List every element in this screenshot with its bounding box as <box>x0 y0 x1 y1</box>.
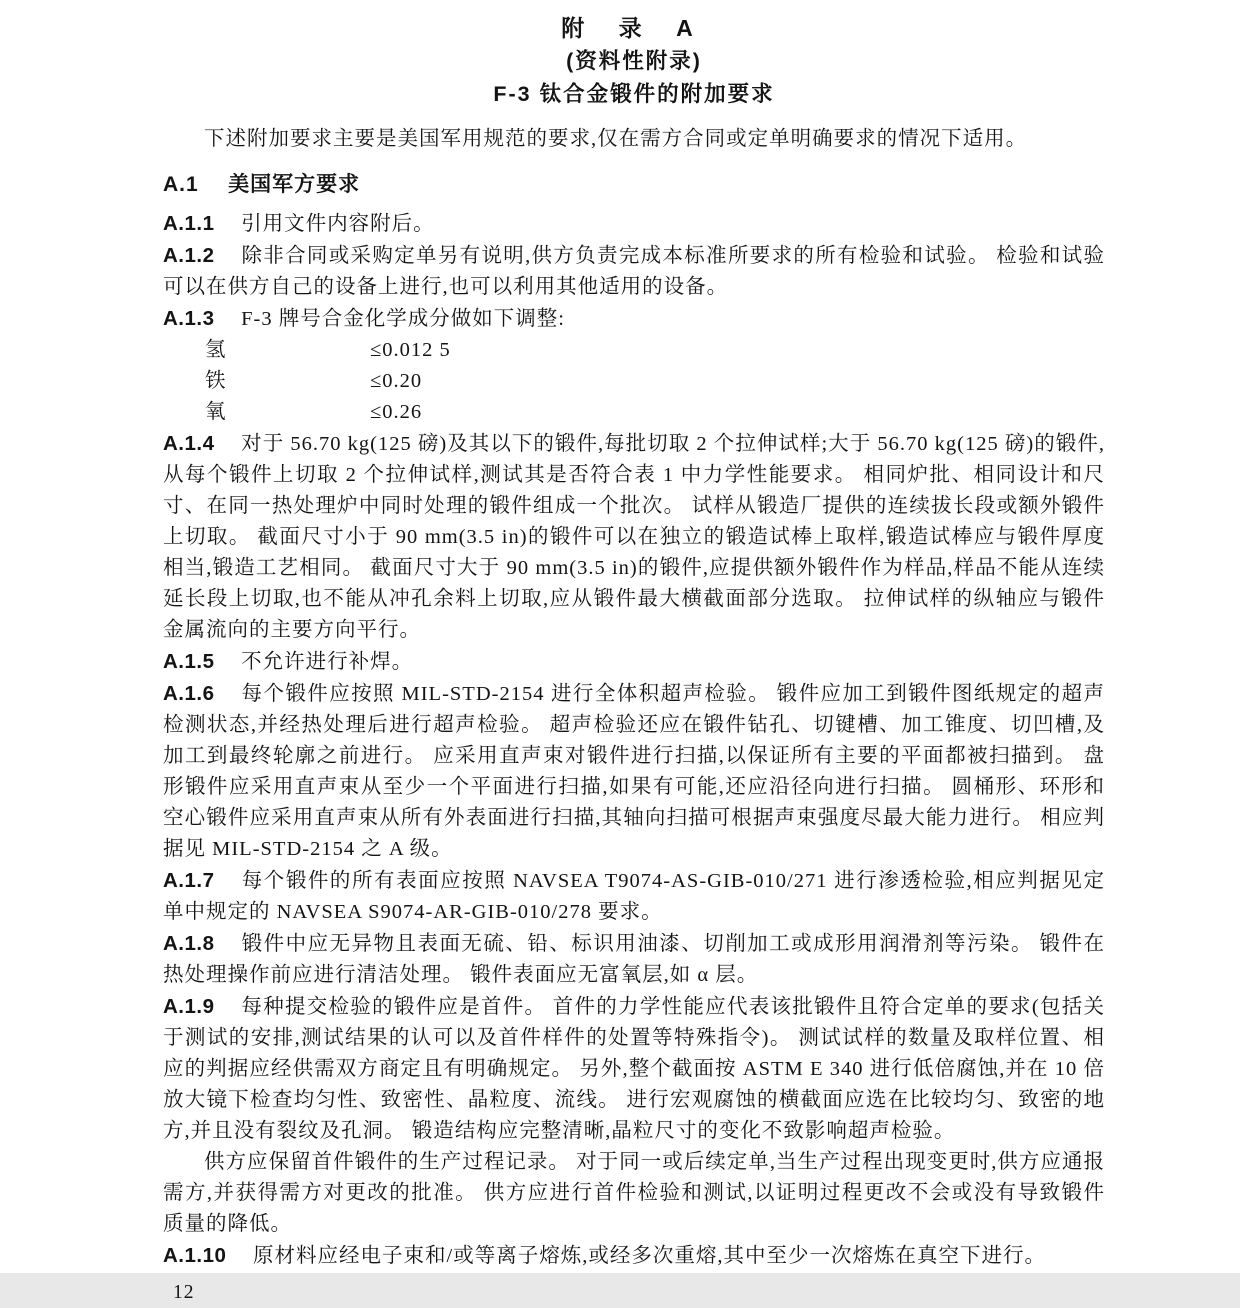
clause-a1-7 <box>163 865 1105 928</box>
page-number: 12 <box>173 1282 195 1303</box>
clause-a1-5 <box>163 646 1105 678</box>
clause-a1-6 <box>163 678 1105 865</box>
element-limit: ≤0.012 5 <box>370 339 451 361</box>
appendix-subtitle: (资料性附录) <box>566 49 702 73</box>
clause-a1-1 <box>163 208 1105 240</box>
clause-label: A.1.8 <box>163 932 215 955</box>
section-heading-a1 <box>163 169 1105 200</box>
element-name: 铁 <box>205 370 227 392</box>
clause-text: 锻件中应无异物且表面无硫、铅、标识用油漆、切削加工或成形用润滑剂等污染。 锻件在热处理操作前应进行清洁处理。 锻件表面应无富氧层,如 α 层。 <box>163 933 1105 986</box>
element-name: 氢 <box>205 339 227 361</box>
clause-a1-3 <box>163 303 1105 335</box>
composition-row-iron <box>163 366 1105 397</box>
clause-label: A.1.1 <box>163 212 215 235</box>
clause-label: A.1.5 <box>163 650 215 673</box>
appendix-header <box>163 12 1105 111</box>
clause-label: A.1.2 <box>163 244 215 267</box>
clause-a1-4 <box>163 428 1105 646</box>
clause-text: 原材料应经电子束和/或等离子熔炼,或经多次重熔,其中至少一次熔炼在真空下进行。 <box>253 1245 1046 1267</box>
composition-row-hydrogen <box>163 335 1105 366</box>
composition-limits-list <box>163 335 1105 428</box>
clause-label: A.1.6 <box>163 682 215 705</box>
clause-label: A.1.4 <box>163 432 215 455</box>
clause-text: 每个锻件应按照 MIL-STD-2154 进行全体积超声检验。 锻件应加工到锻件图纸规定的超声检测状态,并经热处理后进行超声检验。 超声检验还应在锻件钻孔、切键槽、加工锥度、切凹槽,及加工到最终轮廓之前进行。 应采用直声束对锻件进行扫描,以保证所有主要的平面都被扫描到。 盘形锻件应采用直声束从至少一个平面进行扫描,如果有可能,还应沿径向进行扫描。 圆桶形、环形和空心锻件应采用直声束从所有外表面进行扫描,其轴向扫描可根据声束强度尽最大能力进行。 相应判据见 MIL-STD-2154 之 A 级。 <box>163 683 1105 860</box>
clause-text: 每种提交检验的锻件应是首件。 首件的力学性能应代表该批锻件且符合定单的要求(包括关于测试的安排,测试结果的认可以及首件样件的处置等特殊指令)。 测试试样的数量及取样位置、相应的判据应经供需双方商定且有明确规定。 另外,整个截面按 ASTM E 340 进行低倍腐蚀,并在 10 倍放大镜下检查均匀性、致密性、晶粒度、流线。 进行宏观腐蚀的横截面应选在比较均匀、致密的地方,并且没有裂纹及孔洞。 锻造结构应完整清晰,晶粒尺寸的变化不致影响超声检验。 <box>163 996 1105 1142</box>
clause-text: F-3 牌号合金化学成分做如下调整: <box>241 308 565 330</box>
clause-text: 除非合同或采购定单另有说明,供方负责完成本标准所要求的所有检验和试验。 检验和试验可以在供方自己的设备上进行,也可以利用其他适用的设备。 <box>163 245 1105 298</box>
first-article-record-note: 供方应保留首件锻件的生产过程记录。 对于同一或后续定单,当生产过程出现变更时,供方应通报需方,并获得需方对更改的批准。 供方应进行首件检验和测试,以证明过程更改不会或没有导致锻件质量的降低。 <box>163 1151 1105 1235</box>
intro-paragraph: 下述附加要求主要是美国军用规范的要求,仅在需方合同或定单明确要求的情况下适用。 <box>204 128 1028 150</box>
clause-text: 对于 56.70 kg(125 磅)及其以下的锻件,每批切取 2 个拉伸试样;大于 56.70 kg(125 磅)的锻件,从每个锻件上切取 2 个拉伸试样,测试其是否符合表 1 中力学性能要求。 相同炉批、相同设计和尺寸、在同一热处理炉中同时处理的锻件组成一个批次。 试样从锻造厂提供的连续拔长段或额外锻件上切取。 截面尺寸小于 90 mm(3.5 in)的锻件可以在独立的锻造试棒上取样,锻造试棒应与锻件厚度相当,锻造工艺相同。 截面尺寸大于 90 mm(3.5 in)的锻件,应提供额外锻件作为样品,样品不能从连续延长段上切取,也不能从冲孔余料上切取,应从锻件最大横截面部分选取。 拉伸试样的纵轴应与锻件金属流向的主要方向平行。 <box>163 433 1105 641</box>
element-limit: ≤0.26 <box>370 401 423 423</box>
clause-label: A.1.3 <box>163 307 215 330</box>
clause-a1-9 <box>163 991 1105 1147</box>
composition-row-oxygen <box>163 397 1105 428</box>
clause-a1-10 <box>163 1240 1105 1272</box>
section-label: A.1 <box>163 173 199 196</box>
clause-text: 不允许进行补焊。 <box>241 651 414 673</box>
clause-label: A.1.9 <box>163 995 215 1018</box>
element-limit: ≤0.20 <box>370 370 423 392</box>
clause-label: A.1.10 <box>163 1244 227 1267</box>
section-title: 美国军方要求 <box>228 173 361 196</box>
clause-label: A.1.7 <box>163 869 215 892</box>
appendix-name: F-3 钛合金锻件的附加要求 <box>493 82 775 106</box>
clause-a1-8 <box>163 928 1105 991</box>
clause-text: 引用文件内容附后。 <box>241 213 435 235</box>
appendix-title: 附 录 A <box>561 15 707 41</box>
clause-text: 每个锻件的所有表面应按照 NAVSEA T9074-AS-GIB-010/271 进行渗透检验,相应判据见定单中规定的 NAVSEA S9074-AR-GIB-010/278 要求。 <box>163 870 1105 923</box>
clause-a1-2 <box>163 240 1105 303</box>
element-name: 氧 <box>205 401 227 423</box>
